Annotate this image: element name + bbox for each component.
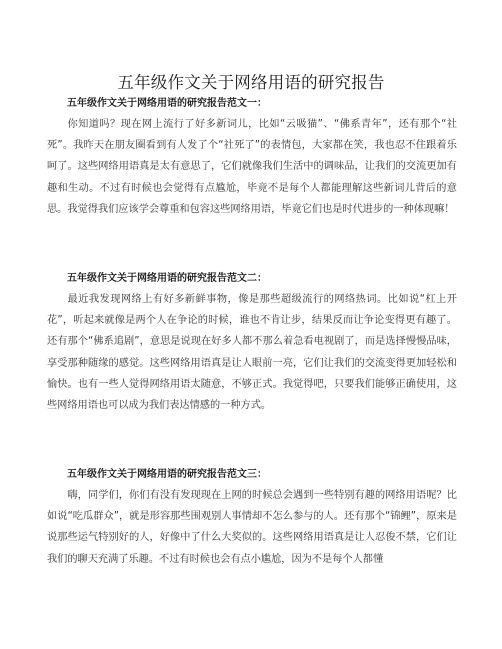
section-body-1: 你知道吗？现在网上流行了好多新词儿，比如“云吸猫”、“佛系青年”，还有那个“社死”。我昨天在朋友圈看到有人发了个“社死了”的表情包，大家都在笑，我也忍不住跟着乐呵了。这些网络用语真是太有意思了，它们就像我们生活中的调味品，让我们的交流更加有趣和生动。不过有时候也会觉得有点尴尬，毕竟不是每个人都能理解这些新词儿背后的意思。我觉得我们应该学会尊重和包容这些网络用语，毕竟它们也是时代进步的一种体现嘛！ [47,119,457,215]
section-body-2: 最近我发现网络上有好多新鲜事物，像是那些超级流行的网络热词。比如说“杠上开花”，听起来就像是两个人在争论的时候，谁也不肯让步，结果反而让争论变得更有趣了。还有那个“佛系追剧”，意思是说现在好多人都不那么着急看电视剧了，而是选择慢慢品味，享受那种随缘的感觉。这些网络用语真是让人眼前一亮，它们让我们的交流变得更加轻松和愉快。也有一些人觉得网络用语太随意，不够正式。我觉得吧，只要我们能够正确使用，这些网络用语也可以成为我们表达情感的一种方式。 [47,294,457,412]
section-body-3: 嗨，同学们，你们有没有发现现在上网的时候总会遇到一些特别有趣的网络用语呢？比如说“吃瓜群众”，就是形容那些围观别人事情却不怎么参与的人。还有那个“锦鲤”，原来是说那些运气特别好的人，好像中了什么大奖似的。这些网络用语真是让人忍俊不禁，它们让我们的聊天充满了乐趣。不过有时候也会有点小尴尬，因为不是每个人都懂 [47,490,457,565]
section-heading-2: 五年级作文关于网络用语的研究报告范文二： [67,273,267,284]
section-heading-1: 五年级作文关于网络用语的研究报告范文一： [67,98,267,109]
section-heading-3: 五年级作文关于网络用语的研究报告范文三： [67,469,267,480]
document-title: 五年级作文关于网络用语的研究报告 [117,73,385,93]
